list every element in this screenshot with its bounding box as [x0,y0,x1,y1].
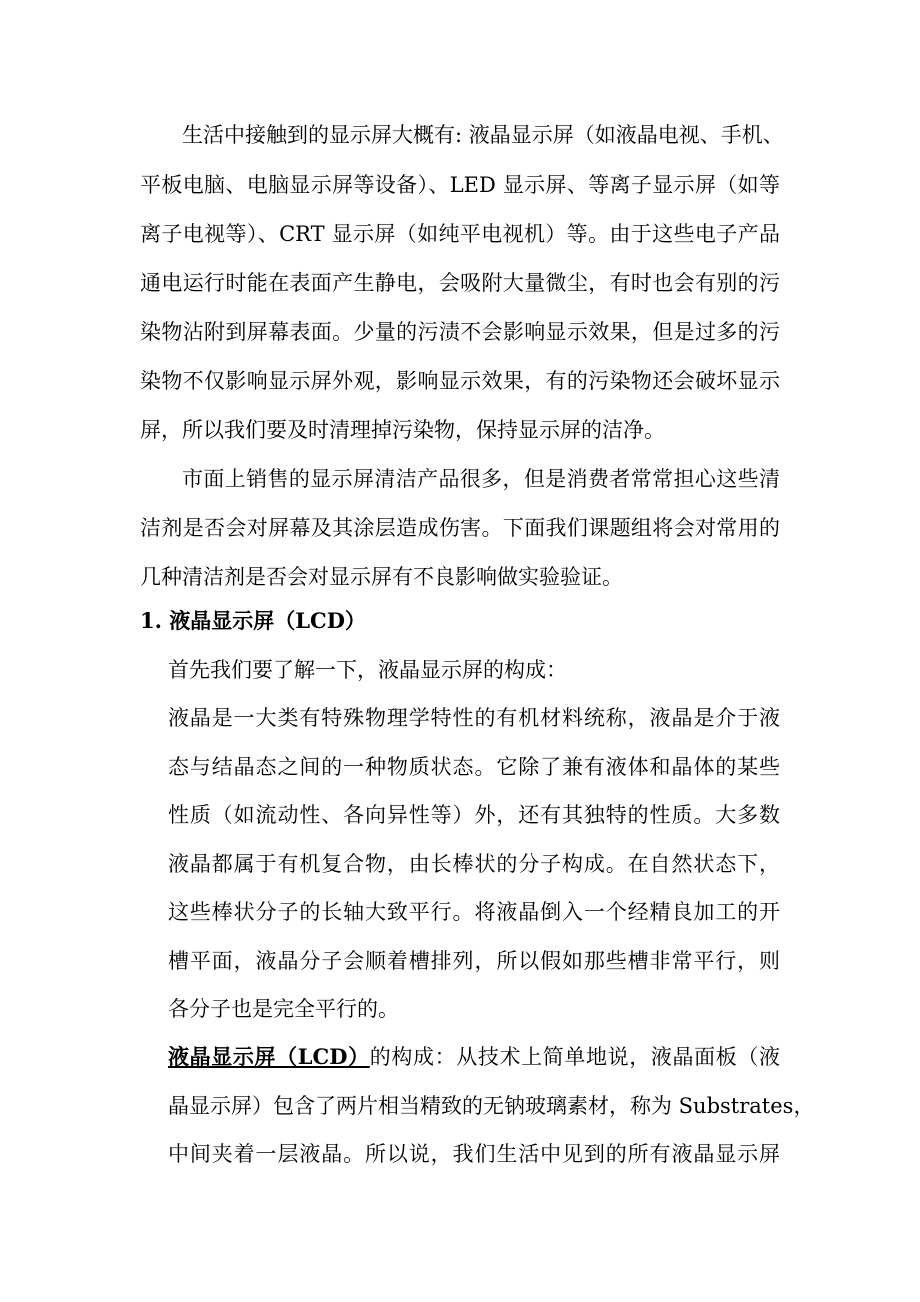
definition-line-4: 液晶都属于有机复合物，由长棒状的分子构成。在自然状态下， [168,852,780,876]
definition-line-2: 态与结晶态之间的一种物质状态。它除了兼有液体和晶体的某些 [168,755,780,779]
paragraph-1-line-6: 染物不仅影响显示屏外观，影响显示效果，有的污染物还会破坏显示 [140,369,780,393]
definition-line-3: 性质（如流动性、各向异性等）外，还有其独特的性质。大多数 [168,803,780,827]
paragraph-1-line-1: 生活中接触到的显示屏大概有: 液晶显示屏（如液晶电视、手机、 [182,123,784,147]
composition-line-1-rest: 的构成：从技术上简单地说，液晶面板（液 [369,1045,780,1069]
definition-line-1: 液晶是一大类有特殊物理学特性的有机材料统称，液晶是介于液 [168,706,780,730]
section-intro: 首先我们要了解一下，液晶显示屏的构成： [168,658,567,682]
composition-line-1 [168,1043,780,1071]
paragraph-1-line-2: 平板电脑、电脑显示屏等设备）、LED 显示屏、等离子显示屏（如等 [140,173,780,197]
paragraph-1-line-7: 屏，所以我们要及时清理掉污染物，保持显示屏的洁净。 [140,418,665,442]
paragraph-1-line-4: 通电运行时能在表面产生静电，会吸附大量微尘，有时也会有别的污 [140,271,780,295]
paragraph-2-line-1: 市面上销售的显示屏清洁产品很多，但是消费者常常担心这些清 [182,467,780,491]
composition-line-2: 晶显示屏）包含了两片相当精致的无钠玻璃素材，称为 Substrates， [168,1094,815,1118]
composition-term: 液晶显示屏（LCD） [168,1044,370,1069]
definition-line-7: 各分子也是完全平行的。 [168,997,399,1021]
paragraph-2-line-3: 几种清洁剂是否会对显示屏有不良影响做实验验证。 [140,565,623,589]
paragraph-1-line-3: 离子电视等）、CRT 显示屏（如纯平电视机）等。由于这些电子产品 [140,222,780,246]
definition-line-5: 这些棒状分子的长轴大致平行。将液晶倒入一个经精良加工的开 [168,900,780,924]
composition-line-3: 中间夹着一层液晶。所以说，我们生活中见到的所有液晶显示屏 [168,1142,780,1166]
section-heading: 1. 液晶显示屏（LCD） [140,608,366,633]
definition-line-6: 槽平面，液晶分子会顺着槽排列，所以假如那些槽非常平行，则 [168,949,780,973]
paragraph-2-line-2: 洁剂是否会对屏幕及其涂层造成伤害。下面我们课题组将会对常用的 [140,516,780,540]
paragraph-1-line-5: 染物沾附到屏幕表面。少量的污渍不会影响显示效果，但是过多的污 [140,320,780,344]
